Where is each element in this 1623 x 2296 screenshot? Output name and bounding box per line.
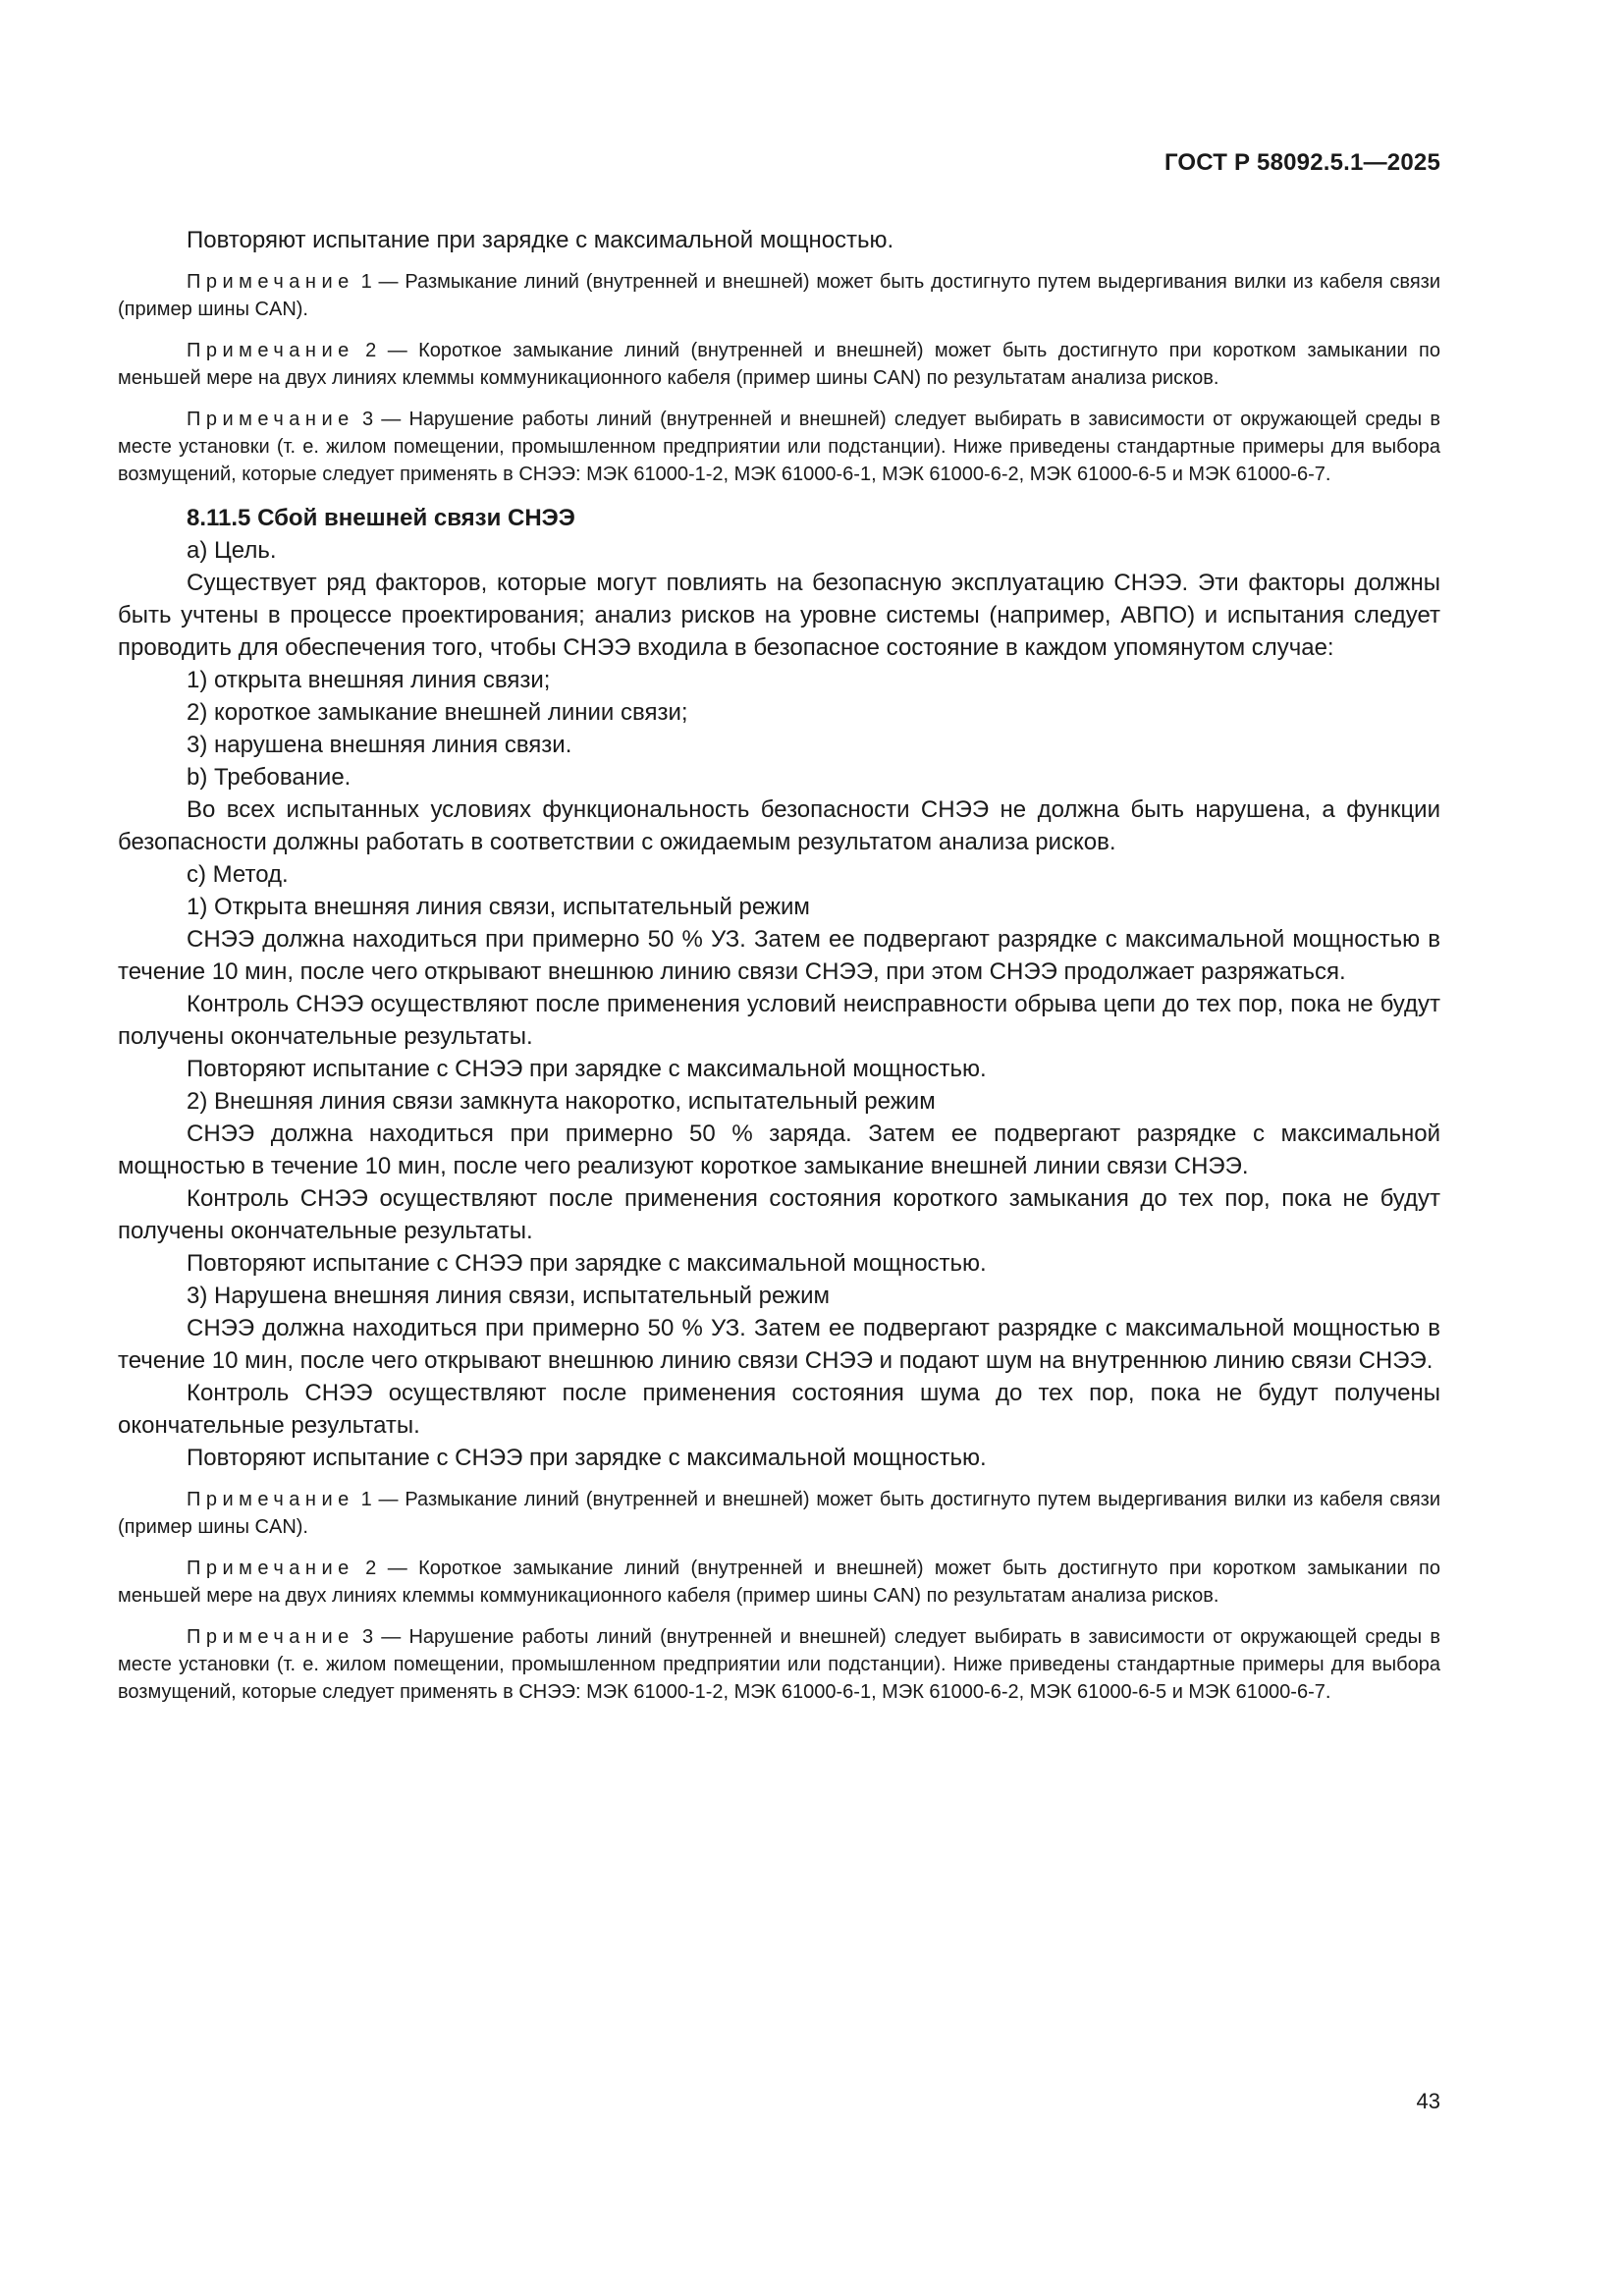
paragraph: СНЭЭ должна находиться при примерно 50 % УЗ. Затем ее подвергают разрядке с максимальной мощностью в течение 10 мин, после чего открывают внешнюю линию связи СНЭЭ и подают шум на внутреннюю линию связи СНЭЭ. (118, 1315, 1440, 1374)
note (118, 268, 1440, 323)
note-label: Примечание (187, 409, 354, 430)
paragraph: Повторяют испытание при зарядке с максимальной мощностью. (187, 227, 894, 253)
standard-code: ГОСТ Р 58092.5.1—2025 (1163, 149, 1440, 176)
paragraph: 3) Нарушена внешняя линия связи, испытательный режим (187, 1283, 831, 1309)
note (118, 406, 1440, 488)
paragraph: c) Метод. (187, 861, 289, 888)
note-text: 3 — Нарушение работы линий (внутренней и внешней) следует выбирать в зависимости от окружающей среды в месте установки (т. е. жилом помещении, промышленном предприятии или подстанции). Ниже приведены стандартные примеры для выбора возмущений, которые следует применять в СНЭЭ: МЭК 61000-1-2, МЭК 61000-6-1, МЭК 61000-6-2, МЭК 61000-6-5 и МЭК 61000-6-7. (118, 1626, 1440, 1703)
note (118, 1623, 1440, 1706)
paragraph: а) Цель. (187, 537, 277, 564)
paragraph: Повторяют испытание с СНЭЭ при зарядке с максимальной мощностью. (187, 1250, 987, 1277)
paragraph: Повторяют испытание с СНЭЭ при зарядке с максимальной мощностью. (187, 1056, 987, 1082)
paragraph: Повторяют испытание с СНЭЭ при зарядке с максимальной мощностью. (187, 1445, 987, 1471)
page-number: 43 (1416, 2089, 1440, 2113)
note-label: Примечание (187, 340, 354, 361)
note-label: Примечание (187, 1489, 354, 1510)
paragraph: Контроль СНЭЭ осуществляют после применения условий неисправности обрыва цепи до тех пор, пока не будут получены окончательные результаты. (118, 991, 1440, 1050)
list-item: 1) открыта внешняя линия связи; (187, 667, 551, 693)
paragraph: СНЭЭ должна находиться при примерно 50 % заряда. Затем ее подвергают разрядке с максимальной мощностью в течение 10 мин, после чего реализуют короткое замыкание внешней линии связи СНЭЭ. (118, 1121, 1440, 1179)
paragraph: 2) Внешняя линия связи замкнута накоротко, испытательный режим (187, 1088, 936, 1115)
note-label: Примечание (187, 271, 354, 293)
section-heading: 8.11.5 Сбой внешней связи СНЭЭ (187, 505, 575, 531)
note-text: 3 — Нарушение работы линий (внутренней и внешней) следует выбирать в зависимости от окружающей среды в месте установки (т. е. жилом помещении, промышленном предприятии или подстанции). Ниже приведены стандартные примеры для выбора возмущений, которые следует применять в СНЭЭ: МЭК 61000-1-2, МЭК 61000-6-1, МЭК 61000-6-2, МЭК 61000-6-5 и МЭК 61000-6-7. (118, 409, 1440, 485)
paragraph: b) Требование. (187, 764, 352, 791)
paragraph: Контроль СНЭЭ осуществляют после применения состояния шума до тех пор, пока не будут получены окончательные результаты. (118, 1380, 1440, 1439)
paragraph: Во всех испытанных условиях функциональность безопасности СНЭЭ не должна быть нарушена, а функции безопасности должны работать в соответствии с ожидаемым результатом анализа рисков. (118, 796, 1440, 855)
note (118, 1486, 1440, 1541)
list-item: 3) нарушена внешняя линия связи. (187, 732, 572, 758)
paragraph: СНЭЭ должна находиться при примерно 50 % УЗ. Затем ее подвергают разрядке с максимальной мощностью в течение 10 мин, после чего открывают внешнюю линию связи СНЭЭ, при этом СНЭЭ продолжает разряжаться. (118, 926, 1440, 985)
note (118, 1555, 1440, 1610)
note-text: 2 — Короткое замыкание линий (внутренней и внешней) может быть достигнуто при коротком замыкании по меньшей мере на двух линиях клеммы коммуникационного кабеля (пример шины CAN) по результатам анализа рисков. (118, 340, 1440, 389)
note-label: Примечание (187, 1626, 354, 1648)
note (118, 337, 1440, 392)
note-text: 1 — Размыкание линий (внутренней и внешней) может быть достигнуто путем выдергивания вилки из кабеля связи (пример шины CAN). (118, 1489, 1440, 1538)
note-text: 2 — Короткое замыкание линий (внутренней и внешней) может быть достигнуто при коротком замыкании по меньшей мере на двух линиях клеммы коммуникационного кабеля (пример шины CAN) по результатам анализа рисков. (118, 1558, 1440, 1607)
note-label: Примечание (187, 1558, 354, 1579)
paragraph: Существует ряд факторов, которые могут повлиять на безопасную эксплуатацию СНЭЭ. Эти факторы должны быть учтены в процессе проектирования; анализ рисков на уровне системы (например, АВПО) и испытания следует проводить для обеспечения того, чтобы СНЭЭ входила в безопасное состояние в каждом упомянутом случае: (118, 570, 1440, 661)
page-content (118, 224, 1440, 1706)
list-item: 2) короткое замыкание внешней линии связи; (187, 699, 688, 726)
paragraph: 1) Открыта внешняя линия связи, испытательный режим (187, 894, 810, 920)
note-text: 1 — Размыкание линий (внутренней и внешней) может быть достигнуто путем выдергивания вилки из кабеля связи (пример шины CAN). (118, 271, 1440, 320)
paragraph: Контроль СНЭЭ осуществляют после применения состояния короткого замыкания до тех пор, пока не будут получены окончательные результаты. (118, 1185, 1440, 1244)
